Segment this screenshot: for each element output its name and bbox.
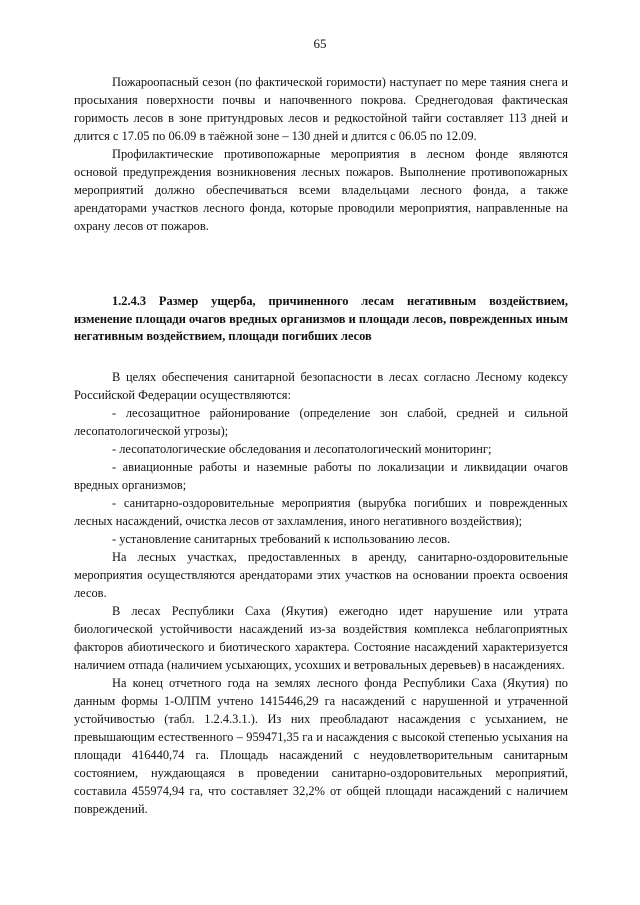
paragraph-sanitary-intro: В целях обеспечения санитарной безопасности в лесах согласно Лесному кодексу Российской Федерации осуществляются: — [74, 369, 568, 402]
spacer — [74, 235, 568, 265]
page-content — [74, 73, 568, 818]
list-item: - авиационные работы и наземные работы по локализации и ликвидации очагов вредных организмов; — [74, 459, 568, 492]
paragraph-statistics: На конец отчетного года на землях лесного фонда Республики Саха (Якутия) по данным формы 1-ОЛПМ учтено 1415446,29 га насаждений с нарушенной и утраченной устойчивостью (табл. 1.2.4.3.1.). Из них преобладают насаждения с усыханием, не превышающим естественного – 959471,35 га и насаждения с высокой степенью усыхания на площади 416440,74 га. Площадь насаждений с неудовлетворительным санитарным состоянием, нуждающаяся в проведении санитарно-оздоровительных мероприятий, составила 455974,94 га, что составляет 32,2% от общей площади насаждений с наличием повреждений. — [74, 675, 568, 816]
paragraph-fire-season: Пожароопасный сезон (по фактической горимости) наступает по мере таяния снега и просыхания поверхности почвы и напочвенного покрова. Среднегодовая фактическая горимость лесов в зоне притундровых лесов и редкостойной тайги составляет 113 дней и длится с 17.05 по 06.09 в таёжной зоне – 130 дней и длится с 06.05 по 12.09. — [74, 75, 568, 143]
list-item: - лесопатологические обследования и лесопатологический мониторинг; — [112, 441, 492, 456]
spacer — [74, 346, 568, 368]
page-number: 65 — [313, 36, 327, 51]
list-item: - лесозащитное районирование (определение зон слабой, средней и сильной лесопатологической угрозы); — [74, 405, 568, 438]
paragraph-stability-loss: В лесах Республики Саха (Якутия) ежегодно идет нарушение или утрата биологической устойчивости насаждений из-за воздействия комплекса неблагоприятных факторов абиотического и биотического характера. Состояние насаждений характеризуется наличием отпада (наличием усыхающих, усохших и ветровальных деревьев) в насаждениях. — [74, 603, 568, 672]
list-item: - санитарно-оздоровительные мероприятия (вырубка погибших и поврежденных лесных насаждений, очистка лесов от захламления, иного негативного воздействия); — [74, 495, 568, 528]
paragraph-leased-plots: На лесных участках, предоставленных в аренду, санитарно-оздоровительные мероприятия осуществляются арендаторами этих участков на основании проекта освоения лесов. — [74, 549, 568, 600]
section-heading: 1.2.4.3 Размер ущерба, причиненного лесам негативным воздействием, изменение площади очагов вредных организмов и площади лесов, поврежденных иным негативным воздействием, площади погибших лесов — [74, 294, 568, 343]
list-item: - установление санитарных требований к использованию лесов. — [112, 531, 451, 546]
paragraph-fire-prevention: Профилактические противопожарные мероприятия в лесном фонде являются основой предупреждения возникновения лесных пожаров. Выполнение противопожарных мероприятий должно обеспечиваться всеми владельцами лесного фонда, а также арендаторами участков лесного фонда, которые проводили мероприятия, направленные на охрану лесов от пожаров. — [74, 147, 568, 233]
